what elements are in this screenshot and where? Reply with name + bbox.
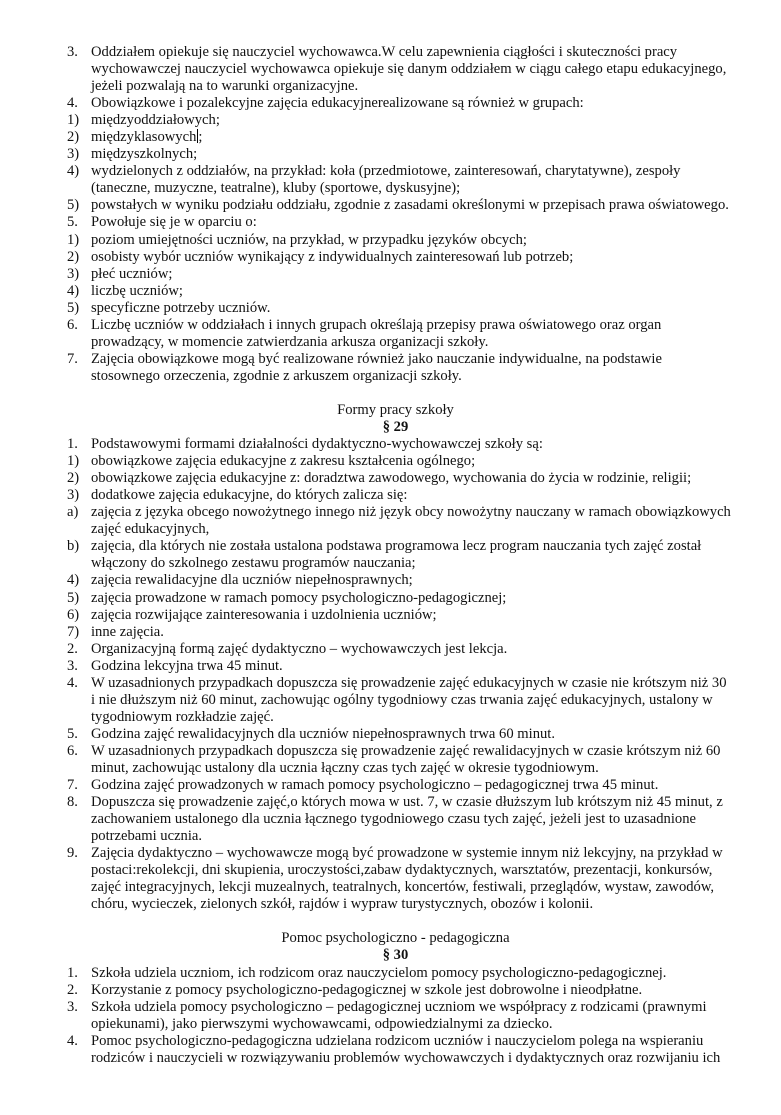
list-item: 7. Godzina zajęć prowadzonych w ramach pomocy psychologiczno – pedagogicznej trwa 45 minut. — [67, 777, 659, 794]
list-item: 1) poziom umiejętności uczniów, na przykład, w przypadku języków obcych; — [67, 231, 527, 248]
list-item: 1. Szkoła udziela uczniom, ich rodzicom oraz nauczycielom pomocy psychologiczno-pedagogicznej. — [67, 964, 667, 981]
list-item: 1. Podstawowymi formami działalności dydaktyczno-wychowawczej szkoły są: — [67, 436, 543, 453]
list-item: 3) płeć uczniów; — [67, 265, 173, 282]
list-item: 2. Korzystanie z pomocy psychologiczno-pedagogicznej w szkole jest dobrowolne i nieodpłatne. — [67, 981, 643, 998]
list-item: 3) międzyszkolnych; — [67, 146, 198, 163]
list-item: 5) specyficzne potrzeby uczniów. — [67, 299, 271, 316]
list-item: 1) obowiązkowe zajęcia edukacyjne z zakresu kształcenia ogólnego; — [67, 453, 476, 470]
list-item: 6. W uzasadnionych przypadkach dopuszcza się prowadzenie zajęć rewalidacyjnych w czasie krótszym niż 60 minut, zachowując ustalony dla ucznia łączny czas tych zajęć w okresie tygodniowym. — [67, 742, 721, 776]
list-item: 8. Dopuszcza się prowadzenie zajęć,o których mowa w ust. 7, w czasie dłuższym lub krótszym niż 45 minut, z zachowaniem ustalonego dla ucznia łącznego tygodniowego czasu tych zajęć, jeżeli jest to uzasadnione potrzebami ucznia. — [67, 794, 723, 845]
section-title: Formy pracy szkoły — [337, 401, 454, 418]
list-item: 7) inne zajęcia. — [67, 623, 164, 640]
list-item: 5) powstałych w wyniku podziału oddziału, zgodnie z zasadami określonymi w przepisach prawa oświatowego. — [67, 197, 729, 214]
list-item: 5. Powołuje się je w oparciu o: — [67, 214, 257, 231]
paragraph-number: § 30 — [382, 947, 409, 964]
list-item: 4) liczbę uczniów; — [67, 282, 183, 299]
list-item: 3. Szkoła udziela pomocy psychologiczno – pedagogicznej uczniom we współpracy z rodzicami (prawnymi opiekunami), jako pierwszymi wychowawcami, odpowiedzialnymi za dziecko. — [67, 998, 707, 1032]
list-item: 4. Obowiązkowe i pozalekcyjne zajęcia edukacyjnerealizowane są również w grupach: — [67, 95, 584, 112]
list-item: 4. Pomoc psychologiczno-pedagogiczna udzielana rodzicom uczniów i nauczycielom polega na wspieraniu rodziców i nauczycieli w rozwiązywaniu problemów wychowawczych i dydaktycznych oraz rozwijaniu ich — [67, 1032, 721, 1066]
spacer — [0, 913, 781, 930]
list-item: 4) zajęcia rewalidacyjne dla uczniów niepełnosprawnych; — [67, 572, 413, 589]
list-item: 2) osobisty wybór uczniów wynikający z indywidualnych zainteresowań lub potrzeb; — [67, 248, 574, 265]
list-item: 4. W uzasadnionych przypadkach dopuszcza się prowadzenie zajęć edukacyjnych w czasie nie krótszym niż 30 i nie dłuższym niż 60 minut, zachowując ogólny tygodniowy czas trwania zajęć edukacyjnych, ustalony w tygodniowym rozkładzie zajęć. — [67, 674, 727, 725]
list-item: 6. Liczbę uczniów w oddziałach i innych grupach określają przepisy prawa oświatowego oraz organ prowadzący, w momencie zatwierdzania arkusza organizacji szkoły. — [67, 316, 662, 350]
list-item: 4) wydzielonych z oddziałów, na przykład: koła (przedmiotowe, zainteresowań, charytatywne), zespoły (taneczne, muzyczne, teatralne), kluby (sportowe, dyskusyjne); — [67, 163, 681, 197]
list-item: 3. Oddziałem opiekuje się nauczyciel wychowawca.W celu zapewnienia ciągłości i skuteczności pracy wychowawczej nauczyciel wychowawca opiekuje się danym oddziałem w ciągu całego etapu edukacyjnego, jeżeli pozwalają na to warunki organizacyjne. — [67, 44, 727, 95]
section-prev-list — [0, 44, 781, 385]
section-title: Pomoc psychologiczno - pedagogiczna — [281, 930, 510, 947]
list-item: 3) dodatkowe zajęcia edukacyjne, do których zalicza się: — [67, 487, 408, 504]
document-page[interactable] — [0, 44, 781, 1067]
list-item: 6) zajęcia rozwijające zainteresowania i uzdolnienia uczniów; — [67, 606, 437, 623]
list-item: 9. Zajęcia dydaktyczno – wychowawcze mogą być prowadzone w systemie innym niż lekcyjny, na przykład w postaci:rekolekcji, dni skupienia, uroczystości,zabaw dydaktycznych, warsztatów, prezentacji, konkursów, zajęć integracyjnych, lekcji muzealnych, teatralnych, koncertów, festiwali, przeglądów, wystaw, zawodów, chóru, wycieczek, zielonych szkół, rajdów i wypraw turystycznych, obozów i kolonii. — [67, 845, 723, 913]
section-29-list — [0, 436, 781, 913]
spacer — [0, 385, 781, 402]
list-item: b) zajęcia, dla których nie została ustalona podstawa programowa lecz program nauczania tych zajęć został włączony do szkolnego zestawu programów nauczania; — [67, 538, 702, 572]
list-item: 7. Zajęcia obowiązkowe mogą być realizowane również jako nauczanie indywidualne, na podstawie stosownego orzeczenia, zgodnie z arkuszem organizacji szkoły. — [67, 350, 662, 384]
list-item: 5) zajęcia prowadzone w ramach pomocy psychologiczno-pedagogicznej; — [67, 589, 507, 606]
list-item: 2) obowiązkowe zajęcia edukacyjne z: doradztwa zawodowego, wychowania do życia w rodzinie, religii; — [67, 470, 692, 487]
list-item: a) zajęcia z języka obcego nowożytnego innego niż język obcy nowożytny nauczany w ramach obowiązkowych zajęć edukacyjnych, — [67, 504, 731, 538]
paragraph-number: § 29 — [382, 419, 409, 436]
list-item: 3. Godzina lekcyjna trwa 45 minut. — [67, 657, 283, 674]
list-item: 1) międzyoddziałowych; — [67, 112, 220, 129]
list-item: 2. Organizacyjną formą zajęć dydaktyczno – wychowawczych jest lekcja. — [67, 640, 508, 657]
list-item: 2) międzyklasowych ; — [67, 129, 203, 146]
section-30-list — [0, 965, 781, 1067]
list-item: 5. Godzina zajęć rewalidacyjnych dla uczniów niepełnosprawnych trwa 60 minut. — [67, 725, 555, 742]
